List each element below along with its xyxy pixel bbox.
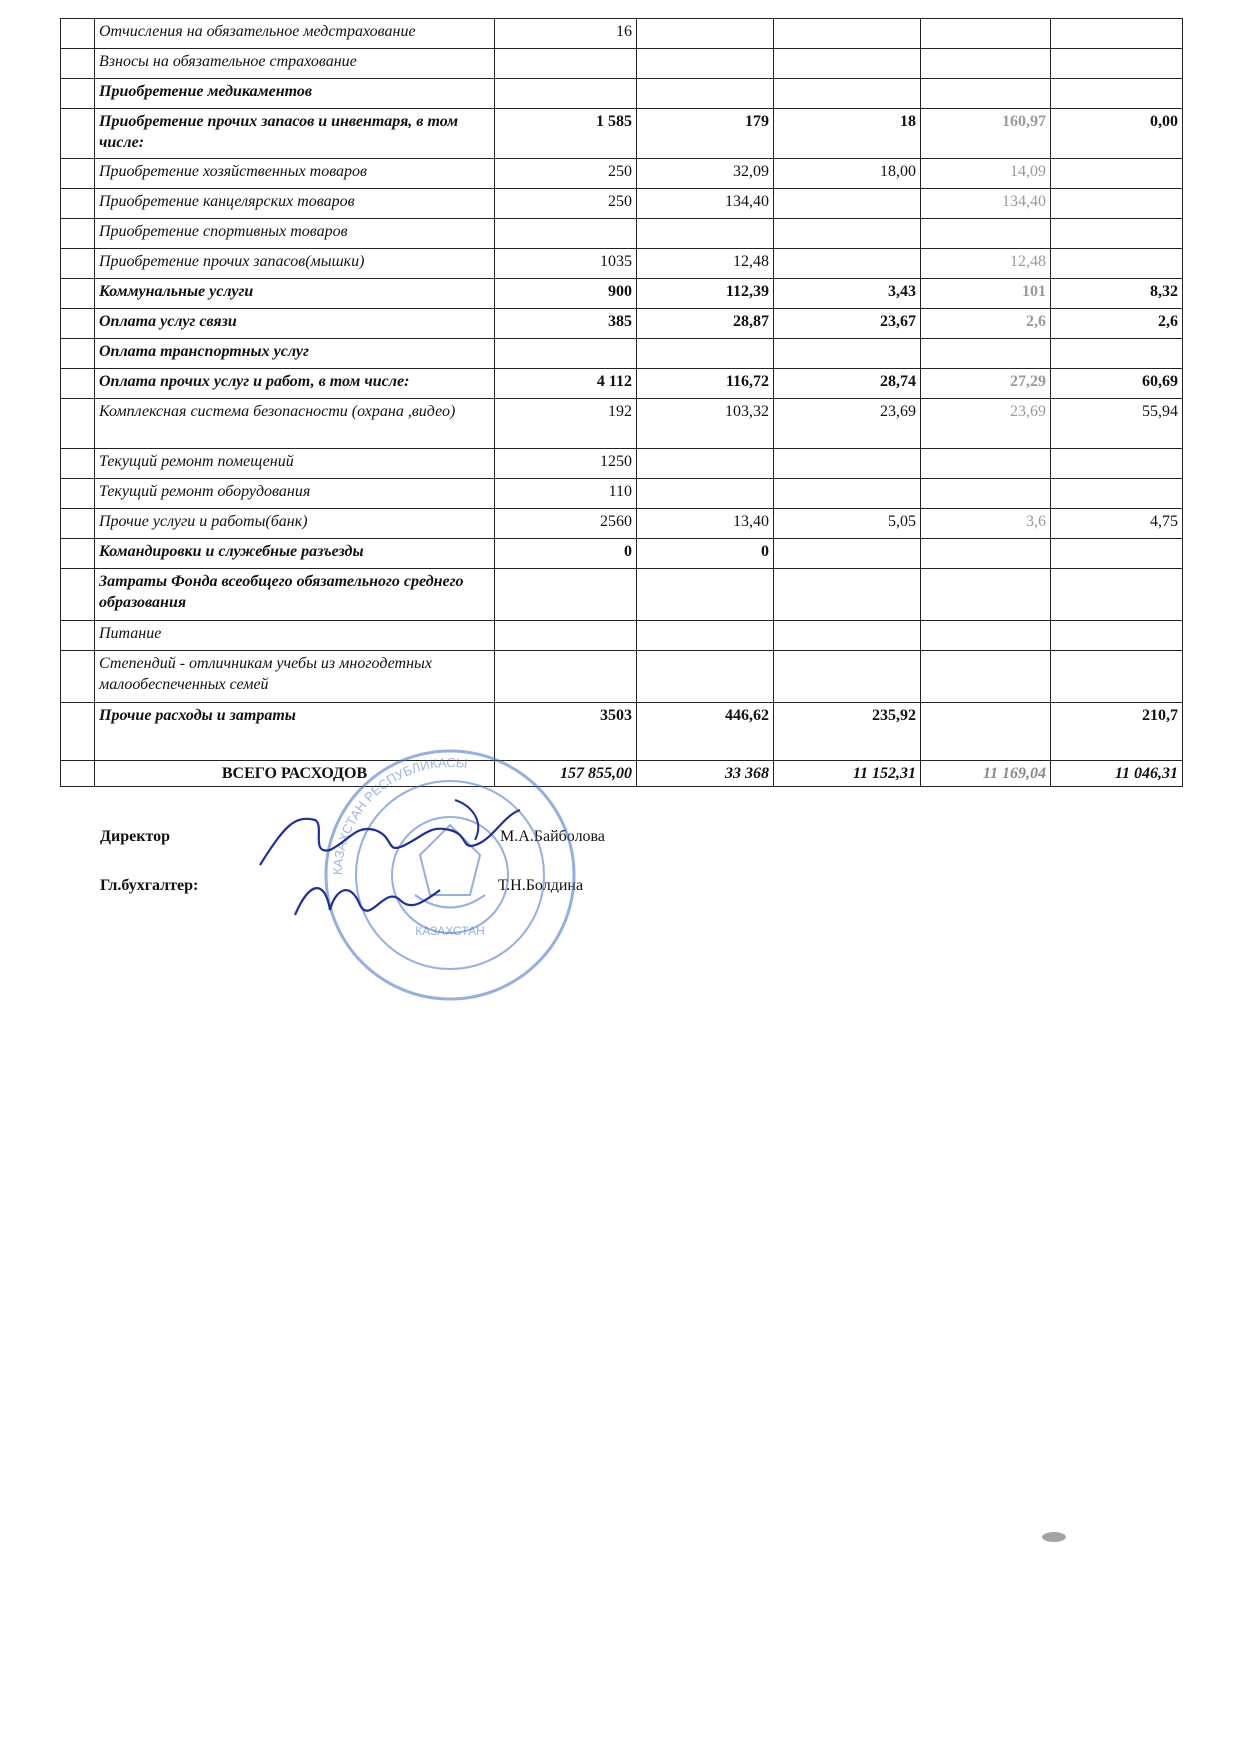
- row-label: Приобретение спортивных товаров: [95, 219, 495, 249]
- table-row: [61, 159, 1183, 189]
- cell-c4: [921, 49, 1051, 79]
- cell-c4: 14,09: [921, 159, 1051, 189]
- cell-c4: [921, 651, 1051, 703]
- cell-c1: [495, 49, 637, 79]
- row-label: Текущий ремонт оборудования: [95, 479, 495, 509]
- cell-c1: 16: [495, 19, 637, 49]
- row-label: Питание: [95, 621, 495, 651]
- cell-c5: 60,69: [1051, 369, 1183, 399]
- cell-c3: [774, 621, 921, 651]
- row-index-cell: [61, 219, 95, 249]
- row-index-cell: [61, 249, 95, 279]
- row-index-cell: [61, 369, 95, 399]
- table-row: [61, 703, 1183, 761]
- total-c5: 11 046,31: [1051, 761, 1183, 787]
- cell-c4: [921, 79, 1051, 109]
- table-row: [61, 309, 1183, 339]
- cell-c2: [637, 479, 774, 509]
- cell-c4: [921, 539, 1051, 569]
- total-c4: 11 169,04: [921, 761, 1051, 787]
- cell-c2: 134,40: [637, 189, 774, 219]
- stamp-center-text: КАЗАХСТАН: [415, 924, 485, 938]
- cell-c3: 3,43: [774, 279, 921, 309]
- row-index-cell: [61, 651, 95, 703]
- cell-c2: [637, 449, 774, 479]
- row-index-cell: [61, 539, 95, 569]
- row-index-cell: [61, 309, 95, 339]
- cell-c4: 27,29: [921, 369, 1051, 399]
- table-row: [61, 569, 1183, 621]
- table-row: [61, 79, 1183, 109]
- table-row: [61, 651, 1183, 703]
- cell-c4: [921, 621, 1051, 651]
- cell-c3: 28,74: [774, 369, 921, 399]
- cell-c4: 101: [921, 279, 1051, 309]
- table-row: [61, 369, 1183, 399]
- row-index-cell: [61, 703, 95, 761]
- cell-c2: [637, 219, 774, 249]
- cell-c5: 2,6: [1051, 309, 1183, 339]
- row-index-cell: [61, 569, 95, 621]
- cell-c1: [495, 651, 637, 703]
- cell-c5: [1051, 449, 1183, 479]
- cell-c1: 4 112: [495, 369, 637, 399]
- row-index-cell: [61, 479, 95, 509]
- cell-c5: [1051, 339, 1183, 369]
- cell-c1: 900: [495, 279, 637, 309]
- cell-c5: [1051, 569, 1183, 621]
- cell-c3: 23,67: [774, 309, 921, 339]
- cell-c3: [774, 449, 921, 479]
- cell-c1: 2560: [495, 509, 637, 539]
- cell-c2: [637, 621, 774, 651]
- cell-c5: 0,00: [1051, 109, 1183, 159]
- row-index-cell: [61, 279, 95, 309]
- cell-c5: 210,7: [1051, 703, 1183, 761]
- cell-c1: [495, 569, 637, 621]
- cell-c1: [495, 621, 637, 651]
- row-label: Оплата транспортных услуг: [95, 339, 495, 369]
- table-row: [61, 621, 1183, 651]
- cell-c3: [774, 219, 921, 249]
- cell-c3: [774, 249, 921, 279]
- row-label: Приобретение хозяйственных товаров: [95, 159, 495, 189]
- cell-c5: [1051, 219, 1183, 249]
- row-label: Прочие услуги и работы(банк): [95, 509, 495, 539]
- cell-c5: 8,32: [1051, 279, 1183, 309]
- row-label: Оплата прочих услуг и работ, в том числе:: [95, 369, 495, 399]
- table-row: [61, 279, 1183, 309]
- row-label: Текущий ремонт помещений: [95, 449, 495, 479]
- cell-c1: 250: [495, 159, 637, 189]
- cell-c5: 4,75: [1051, 509, 1183, 539]
- accountant-name: Т.Н.Болдина: [498, 877, 584, 894]
- table-body: [61, 19, 1183, 787]
- cell-c2: [637, 651, 774, 703]
- total-row: [61, 761, 1183, 787]
- cell-c1: 250: [495, 189, 637, 219]
- cell-c2: [637, 569, 774, 621]
- row-index-cell: [61, 109, 95, 159]
- director-name: М.А.Байболова: [500, 828, 605, 845]
- cell-c4: [921, 449, 1051, 479]
- row-index-cell: [61, 509, 95, 539]
- cell-c1: 3503: [495, 703, 637, 761]
- cell-c3: [774, 539, 921, 569]
- cell-c5: [1051, 189, 1183, 219]
- cell-c2: 112,39: [637, 279, 774, 309]
- cell-c4: 3,6: [921, 509, 1051, 539]
- cell-c4: [921, 479, 1051, 509]
- cell-c1: 1035: [495, 249, 637, 279]
- cell-c2: 28,87: [637, 309, 774, 339]
- row-index-cell: [61, 189, 95, 219]
- cell-c4: [921, 19, 1051, 49]
- row-index-cell: [61, 79, 95, 109]
- cell-c5: [1051, 49, 1183, 79]
- table-row: [61, 109, 1183, 159]
- cell-c3: [774, 569, 921, 621]
- cell-c5: [1051, 539, 1183, 569]
- cell-c3: [774, 189, 921, 219]
- cell-c5: [1051, 479, 1183, 509]
- director-signature: [255, 795, 525, 875]
- cell-c1: 385: [495, 309, 637, 339]
- table-row: [61, 509, 1183, 539]
- cell-c2: 179: [637, 109, 774, 159]
- cell-c5: 55,94: [1051, 399, 1183, 449]
- cell-c3: 18: [774, 109, 921, 159]
- table-row: [61, 449, 1183, 479]
- row-index-cell: [61, 159, 95, 189]
- director-title: Директор: [100, 828, 170, 845]
- cell-c3: [774, 79, 921, 109]
- cell-c3: 235,92: [774, 703, 921, 761]
- cell-c1: [495, 339, 637, 369]
- row-label: Коммунальные услуги: [95, 279, 495, 309]
- accountant-title: Гл.бухгалтер:: [100, 877, 199, 894]
- total-c2: 33 368: [637, 761, 774, 787]
- table-row: [61, 249, 1183, 279]
- total-index-cell: [61, 761, 95, 787]
- row-label: Оплата услуг связи: [95, 309, 495, 339]
- expense-table: [60, 18, 1183, 787]
- table-row: [61, 479, 1183, 509]
- cell-c1: 1 585: [495, 109, 637, 159]
- cell-c2: 116,72: [637, 369, 774, 399]
- row-index-cell: [61, 621, 95, 651]
- cell-c2: 103,32: [637, 399, 774, 449]
- table-row: [61, 539, 1183, 569]
- cell-c2: 13,40: [637, 509, 774, 539]
- cell-c4: 2,6: [921, 309, 1051, 339]
- cell-c4: 160,97: [921, 109, 1051, 159]
- cell-c5: [1051, 651, 1183, 703]
- cell-c4: [921, 339, 1051, 369]
- row-index-cell: [61, 19, 95, 49]
- row-label: Отчисления на обязательное медстрахование: [95, 19, 495, 49]
- row-label: Взносы на обязательное страхование: [95, 49, 495, 79]
- cell-c4: [921, 569, 1051, 621]
- total-c3: 11 152,31: [774, 761, 921, 787]
- row-label: Приобретение медикаментов: [95, 79, 495, 109]
- cell-c3: [774, 651, 921, 703]
- row-label: Затраты Фонда всеобщего обязательного среднего образования: [95, 569, 495, 621]
- cell-c1: [495, 219, 637, 249]
- cell-c1: 0: [495, 539, 637, 569]
- stamp-text: КАЗАХСТАН РЕСПУБЛИКАСЫ: [329, 754, 469, 876]
- cell-c4: [921, 219, 1051, 249]
- row-index-cell: [61, 339, 95, 369]
- row-label: Прочие расходы и затраты: [95, 703, 495, 761]
- cell-c1: 110: [495, 479, 637, 509]
- table-row: [61, 49, 1183, 79]
- cell-c2: 12,48: [637, 249, 774, 279]
- table-row: [61, 339, 1183, 369]
- cell-c5: [1051, 79, 1183, 109]
- table-row: [61, 219, 1183, 249]
- cell-c1: [495, 79, 637, 109]
- cell-c3: [774, 19, 921, 49]
- cell-c5: [1051, 249, 1183, 279]
- cell-c2: [637, 19, 774, 49]
- row-label: Комплексная система безопасности (охрана ,видео): [95, 399, 495, 449]
- cell-c2: 32,09: [637, 159, 774, 189]
- row-label: Приобретение прочих запасов и инвентаря, в том числе:: [95, 109, 495, 159]
- scan-smudge: [1040, 1530, 1068, 1544]
- cell-c4: 23,69: [921, 399, 1051, 449]
- cell-c4: [921, 703, 1051, 761]
- row-label: Приобретение прочих запасов(мышки): [95, 249, 495, 279]
- table-row: [61, 189, 1183, 219]
- cell-c3: 23,69: [774, 399, 921, 449]
- row-label: Командировки и служебные разъезды: [95, 539, 495, 569]
- cell-c1: 192: [495, 399, 637, 449]
- row-index-cell: [61, 399, 95, 449]
- accountant-signature: [290, 870, 450, 930]
- cell-c5: [1051, 621, 1183, 651]
- cell-c2: 0: [637, 539, 774, 569]
- total-label: ВСЕГО РАСХОДОВ: [95, 761, 495, 787]
- cell-c3: [774, 479, 921, 509]
- row-label: Приобретение канцелярских товаров: [95, 189, 495, 219]
- row-label: Степендий - отличникам учебы из многодетных малообеспеченных семей: [95, 651, 495, 703]
- row-index-cell: [61, 49, 95, 79]
- cell-c2: [637, 339, 774, 369]
- cell-c3: 18,00: [774, 159, 921, 189]
- table-row: [61, 399, 1183, 449]
- cell-c3: 5,05: [774, 509, 921, 539]
- cell-c3: [774, 339, 921, 369]
- cell-c4: 12,48: [921, 249, 1051, 279]
- cell-c1: 1250: [495, 449, 637, 479]
- cell-c5: [1051, 19, 1183, 49]
- cell-c3: [774, 49, 921, 79]
- row-index-cell: [61, 449, 95, 479]
- cell-c2: [637, 79, 774, 109]
- cell-c4: 134,40: [921, 189, 1051, 219]
- cell-c2: 446,62: [637, 703, 774, 761]
- cell-c5: [1051, 159, 1183, 189]
- cell-c2: [637, 49, 774, 79]
- total-c1: 157 855,00: [495, 761, 637, 787]
- table-row: [61, 19, 1183, 49]
